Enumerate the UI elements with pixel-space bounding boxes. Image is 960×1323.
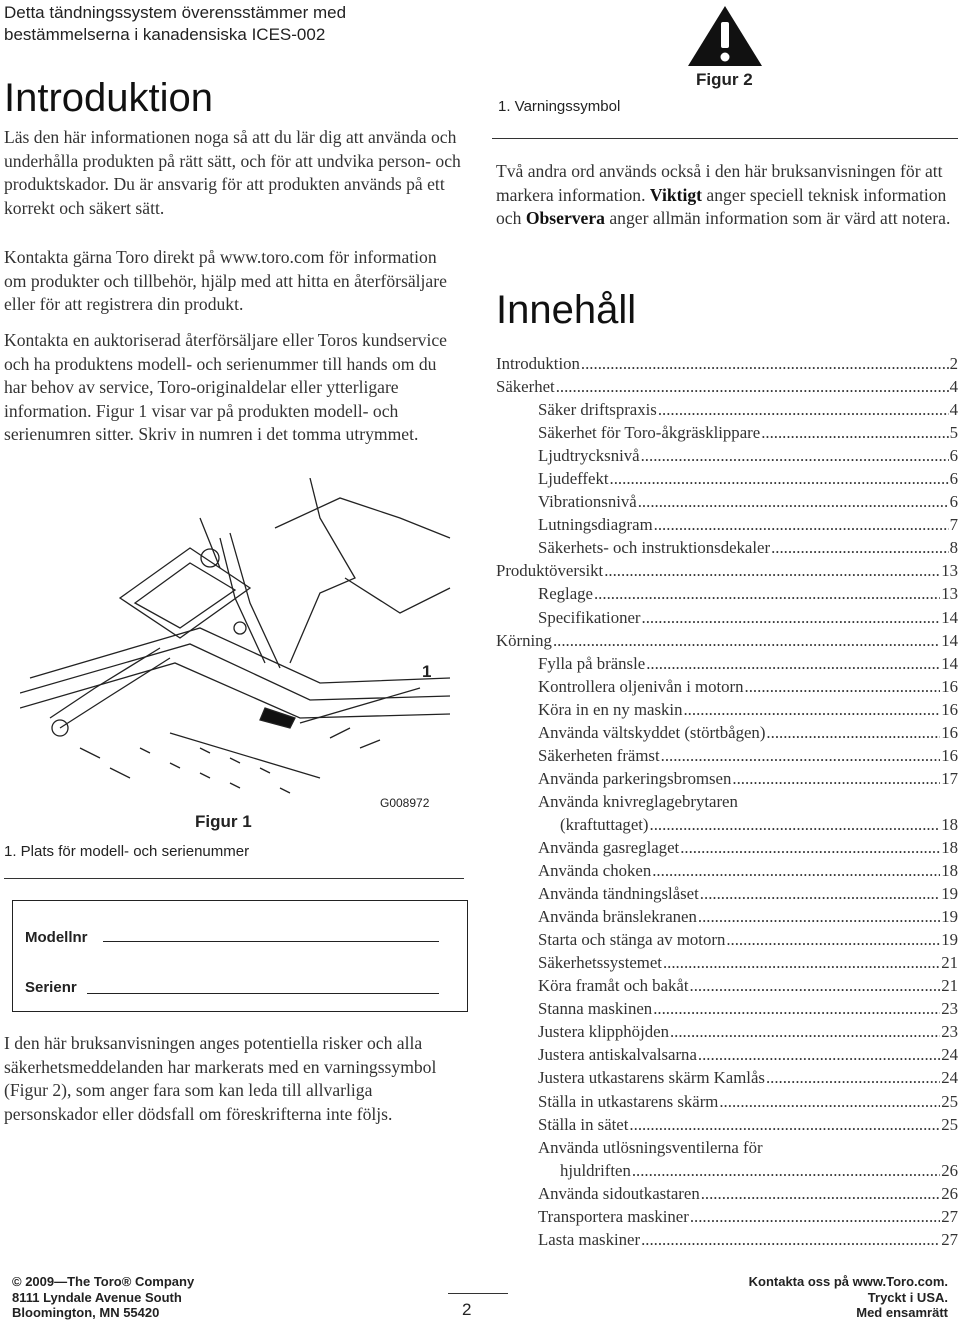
toc-entry[interactable] [496,629,958,652]
toc-entry[interactable] [496,398,958,421]
intro-heading: Introduktion [4,76,214,120]
toc-entry-page: 24 [941,1068,958,1088]
toc-entry[interactable] [496,1159,958,1182]
toc-entry[interactable] [496,652,958,675]
toc-leader-dots [698,1043,940,1066]
toc-entry[interactable] [496,813,958,836]
toc-entry-title: Lutningsdiagram [538,515,653,535]
toc-entry-page: 13 [941,584,958,604]
toc-entry-title: Säkerhet för Toro-åkgräsklippare [538,423,761,443]
toc-entry-title: Vibrationsnivå [538,492,637,512]
toc-leader-dots [761,421,948,444]
toc-entry-page: 18 [941,814,958,834]
toc-entry-page: 27 [941,1206,958,1226]
toc-entry-page: 23 [941,999,958,1019]
printed-line: Tryckt i USA. [867,1289,948,1305]
toc-entry-page: 19 [941,930,958,950]
toc-entry-page: 16 [941,722,958,742]
rights-line: Med ensamrätt [856,1305,948,1320]
page-number: 2 [462,1300,472,1319]
toc-entry-title: Fylla på bränsle [538,653,646,673]
toc-leader-dots [683,698,940,721]
toc-entry[interactable] [496,1182,958,1205]
toc-entry[interactable] [496,698,958,721]
toc-leader-dots [638,490,949,513]
toc-entry[interactable] [496,1090,958,1113]
toc-entry-title: Ljudtrycksnivå [538,446,640,466]
toc-entry-title: Justera antiskalvalsarna [538,1045,697,1065]
toc-entry[interactable] [496,1228,958,1251]
toc-leader-dots [646,652,940,675]
toc-leader-dots [766,721,940,744]
figure-1-illustration [20,478,455,808]
toc-entry-title: Stanna maskinen [538,999,653,1019]
toc-leader-dots [641,444,949,467]
toc-entry[interactable] [496,1136,958,1159]
contact-block [700,1274,948,1321]
toc-entry[interactable] [496,444,958,467]
toc-entry-page: 18 [941,837,958,857]
toc-entry[interactable] [496,767,958,790]
toc-heading: Innehåll [496,288,637,332]
signal-word-observera: Observera [525,208,605,229]
signal-words-text-e: anger allmän information som är värd att notera. [604,208,951,229]
toc-entry-title: Köra framåt och bakåt [538,976,689,996]
toc-leader-dots [629,1113,940,1136]
toc-entry[interactable] [496,951,958,974]
page-number-rule [448,1293,508,1294]
toc-entry-title: Justera utkastarens skärm Kamlås [538,1068,765,1088]
copyright-line: © 2009—The Toro® Company [12,1274,195,1289]
toc-entry-page: 4 [949,377,958,397]
toc-entry[interactable] [496,582,958,605]
toc-entry[interactable] [496,536,958,559]
table-of-contents [496,352,958,1251]
signal-word-viktigt: Viktigt [649,184,703,205]
model-number-field[interactable] [103,941,439,942]
toc-entry-page: 2 [949,354,958,373]
toc-entry-title: Köra in en ny maskin [538,699,683,719]
toc-leader-dots [650,813,941,836]
toc-leader-dots [581,352,949,375]
toc-leader-dots [658,398,949,421]
toc-entry-page: 4 [949,400,958,420]
toc-leader-dots [771,536,949,559]
toc-leader-dots [726,928,940,951]
toc-entry-page: 16 [941,699,958,719]
toc-entry-title: Använda bränslekranen [538,907,697,927]
toc-entry-title: Ljudeffekt [538,469,609,489]
toc-entry[interactable] [496,606,958,629]
toc-leader-dots [690,1205,940,1228]
toc-leader-dots [732,767,940,790]
toc-entry-page: 16 [941,676,958,696]
toc-entry-page: 8 [949,538,958,558]
toc-entry[interactable] [496,928,958,951]
copyright-block [12,1274,194,1321]
toc-entry[interactable] [496,1205,958,1228]
warning-triangle-icon [686,4,764,68]
toc-entry[interactable] [496,559,958,582]
toc-entry[interactable] [496,997,958,1020]
toc-entry-title: Justera klipphöjden [538,1022,669,1042]
ices-compliance-note: Detta tändningssystem överensstämmer med bestämmelserna i kanadensiska ICES-002 [4,3,347,44]
signal-words-text-c: anger speciell teknisk information och [496,184,947,229]
toc-entry-title: hjuldriften [560,1160,631,1180]
toc-entry[interactable] [496,513,958,536]
toc-entry-title: Kontrollera oljenivån i motorn [538,676,744,696]
intro-paragraph-2: Kontakta gärna Toro direkt på www.toro.com för information om produkter och tillbehör, hjälp med att hitta en återförsäljare eller för att registrera din produkt. [4,247,447,315]
toc-entry-page: 25 [941,1091,958,1111]
toc-entry-title: Säkerheten främst [538,745,660,765]
toc-entry-page: 6 [949,446,958,466]
toc-leader-dots [604,559,940,582]
model-number-label: Modellnr [25,929,88,946]
toc-entry-title: Använda gasreglaget [538,837,680,857]
toc-entry-page: 26 [941,1160,958,1180]
signal-words-paragraph [496,160,958,231]
toc-entry-title: Specifikationer [538,607,641,627]
toc-entry-title: Använda choken [538,861,652,881]
toc-entry[interactable] [496,882,958,905]
address-line: 8111 Lyndale Avenue South [12,1289,182,1305]
intro-paragraph-3: Kontakta en auktoriserad återförsäljare eller Toros kundservice och ha produktens modell- och serienummer till hands om du har behov av service, Toro-originaldelar eller ytterligare information. Figur 1 visar var på produkten modell- och serienumren sitter. Skriv in numren i det tomma utrymmet. [4,330,447,445]
figure-2-caption: 1. Varningssymbol [498,98,621,115]
toc-entry-title: Introduktion [496,354,580,373]
toc-entry[interactable] [496,1043,958,1066]
toc-entry-page: 16 [941,745,958,765]
toc-leader-dots [680,836,940,859]
toc-leader-dots [670,1020,940,1043]
figure-2-divider [492,138,958,139]
toc-entry-title: Ställa in sätet [538,1114,629,1134]
toc-entry-title: Ställa in utkastarens skärm [538,1091,719,1111]
toc-entry[interactable] [496,744,958,767]
toc-entry[interactable] [496,790,958,813]
warning-intro-paragraph: I den här bruksanvisningen anges potentiella risker och alla säkerhetsmeddelanden har markerats med en varningssymbol (Figur 2), som anger fara som kan leda till allvarliga personskador eller dödsfall om föreskrifterna inte följs. [4,1033,437,1124]
model-serial-box [12,900,468,1012]
figure-1-caption: 1. Plats för modell- och serienummer [4,843,250,860]
toc-leader-dots [653,997,940,1020]
toc-entry-title: Lasta maskiner [538,1229,641,1249]
toc-entry[interactable] [496,421,958,444]
toc-entry[interactable] [496,1020,958,1043]
toc-leader-dots [745,675,941,698]
toc-entry[interactable] [496,905,958,928]
toc-entry-page: 6 [949,492,958,512]
toc-leader-dots [663,951,940,974]
toc-entry-title: Använda tändningslåset [538,884,699,904]
toc-leader-dots [632,1159,940,1182]
toc-entry-page: 5 [949,423,958,443]
toc-leader-dots [642,606,941,629]
toc-entry[interactable] [496,974,958,997]
toc-leader-dots [652,859,940,882]
toc-entry-title: Transportera maskiner [538,1206,689,1226]
toc-entry[interactable] [496,1113,958,1136]
toc-entry-page: 14 [941,653,958,673]
toc-entry[interactable] [496,721,958,744]
toc-entry-title: Använda vältskyddet (störtbågen) [538,722,766,742]
contact-line: Kontakta oss på www.Toro.com. [748,1274,948,1289]
toc-leader-dots [719,1090,940,1113]
figure-2-label: Figur 2 [696,70,753,89]
toc-entry-page: 25 [941,1114,958,1134]
toc-entry-page: 24 [941,1045,958,1065]
toc-entry[interactable] [496,490,958,513]
toc-entry[interactable] [496,836,958,859]
toc-entry-title: Säkerhets- och instruktionsdekaler [538,538,771,558]
toc-entry-page: 19 [941,907,958,927]
toc-entry-title: Använda parkeringsbromsen [538,768,732,788]
toc-entry[interactable] [496,352,958,375]
toc-entry-page: 13 [941,561,958,581]
toc-entry-title: Säkerhetssystemet [538,953,662,973]
toc-leader-dots [610,467,949,490]
toc-entry-title: Säker driftspraxis [538,400,657,420]
toc-entry-title: Reglage [538,584,593,604]
toc-leader-dots [700,882,940,905]
toc-entry-title: Använda knivreglagebrytaren [538,791,738,811]
toc-entry-page: 7 [949,515,958,535]
toc-entry-page: 26 [941,1183,958,1203]
signal-words-text-a: Två andra ord används också i den här bruksanvisningen för att markera information. [496,161,943,205]
city-line: Bloomington, MN 55420 [12,1305,160,1320]
toc-leader-dots [661,744,941,767]
toc-leader-dots [701,1182,941,1205]
figure-1-code: G008972 [380,796,430,810]
toc-entry-page: 17 [941,768,958,788]
toc-leader-dots [654,513,949,536]
toc-entry[interactable] [496,1066,958,1089]
serial-number-label: Serienr [25,979,77,996]
toc-entry-page: 14 [941,607,958,627]
toc-entry[interactable] [496,375,958,398]
toc-entry-title: Säkerhet [496,377,555,397]
toc-entry-page: 19 [941,884,958,904]
toc-entry-title: Använda utlösningsventilerna för [538,1137,763,1157]
toc-entry-title: (kraftuttaget) [560,814,649,834]
toc-leader-dots [594,582,940,605]
toc-entry-page: 23 [941,1022,958,1042]
toc-entry[interactable] [496,675,958,698]
serial-number-field[interactable] [87,993,439,994]
figure-1-divider [4,878,464,879]
toc-leader-dots [690,974,941,997]
toc-entry[interactable] [496,859,958,882]
toc-leader-dots [698,905,940,928]
toc-leader-dots [766,1066,940,1089]
toc-leader-dots [641,1228,940,1251]
figure-1-callout-number: 1 [422,662,432,681]
toc-entry-title: Starta och stänga av motorn [538,930,726,950]
toc-entry-title: Körning [496,630,552,650]
toc-entry-page: 18 [941,861,958,881]
toc-entry-page: 6 [949,469,958,489]
toc-leader-dots [556,375,949,398]
toc-leader-dots [553,629,940,652]
toc-entry-page: 21 [941,976,958,996]
toc-entry-title: Produktöversikt [496,561,604,581]
intro-paragraph-1: Läs den här informationen noga så att du lär dig att använda och underhålla produkten på rätt sätt, och för att undvika person- och produktskador. Du är ansvarig för att produkten används på ett korrekt och säkert sätt. [4,127,461,218]
toc-entry-page: 21 [941,953,958,973]
figure-1-label: Figur 1 [195,812,252,831]
toc-entry-page: 14 [941,630,958,650]
toc-entry-title: Använda sidoutkastaren [538,1183,700,1203]
toc-entry[interactable] [496,467,958,490]
toc-entry-page: 27 [941,1229,958,1249]
